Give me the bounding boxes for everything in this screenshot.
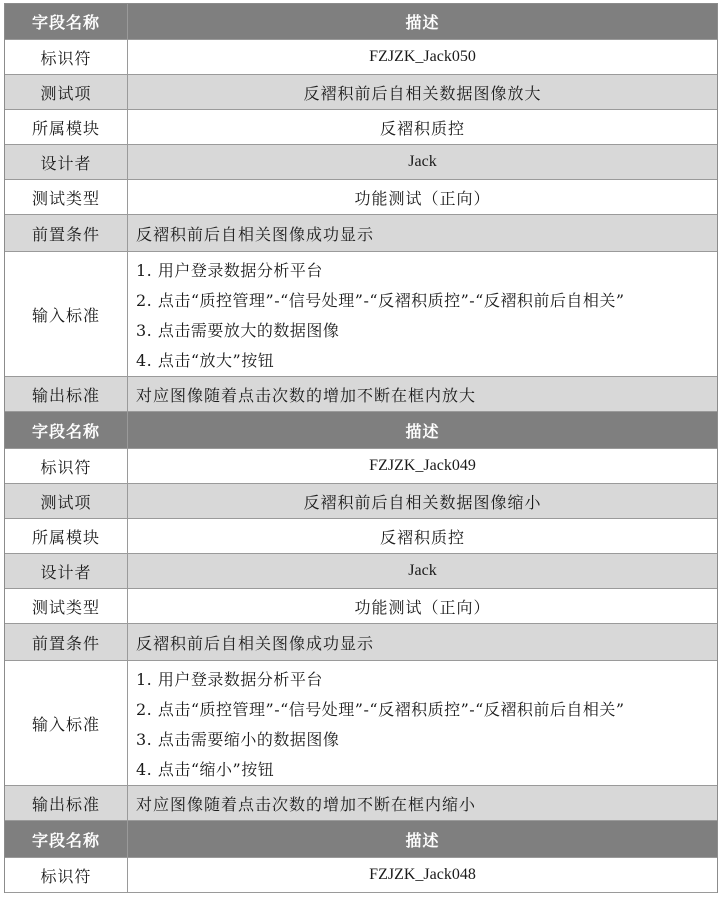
list-item: 1. 用户登录数据分析平台 bbox=[136, 261, 323, 280]
identifier-label: 标识符 bbox=[5, 40, 128, 74]
precondition-value: 反褶积前后自相关图像成功显示 bbox=[136, 224, 375, 244]
identifier-label: 标识符 bbox=[5, 449, 128, 483]
table-header-row bbox=[5, 412, 717, 449]
identifier-value: FZJZK_Jack050 bbox=[369, 48, 476, 65]
input-steps-list bbox=[128, 252, 717, 376]
test-type-value: 功能测试（正向） bbox=[354, 597, 491, 617]
precondition-value: 反褶积前后自相关图像成功显示 bbox=[136, 633, 375, 653]
input-criteria-label: 输入标准 bbox=[5, 661, 128, 785]
test-item-row bbox=[5, 75, 717, 110]
test-item-row bbox=[5, 484, 717, 519]
input-criteria-label: 输入标准 bbox=[5, 252, 128, 376]
test-type-label: 测试类型 bbox=[5, 180, 128, 214]
module-value: 反褶积质控 bbox=[379, 527, 465, 547]
test-item-label: 测试项 bbox=[5, 484, 128, 518]
test-type-value: 功能测试（正向） bbox=[354, 188, 491, 208]
designer-row bbox=[5, 554, 717, 589]
precondition-row bbox=[5, 624, 717, 661]
test-type-row bbox=[5, 589, 717, 624]
input-criteria-row bbox=[5, 661, 717, 786]
output-criteria-row bbox=[5, 377, 717, 412]
list-item: 3. 点击需要缩小的数据图像 bbox=[136, 730, 340, 749]
list-item: 2. 点击“质控管理”-“信号处理”-“反褶积质控”-“反褶积前后自相关” bbox=[136, 291, 625, 310]
test-case-document bbox=[4, 3, 718, 893]
table-header-row bbox=[5, 3, 717, 40]
module-row bbox=[5, 519, 717, 554]
list-item: 3. 点击需要放大的数据图像 bbox=[136, 321, 340, 340]
test-item-value: 反褶积前后自相关数据图像放大 bbox=[303, 83, 542, 103]
table-header-row bbox=[5, 821, 717, 858]
test-type-row bbox=[5, 180, 717, 215]
field-name-header: 字段名称 bbox=[5, 821, 128, 857]
precondition-row bbox=[5, 215, 717, 252]
designer-value: Jack bbox=[408, 562, 437, 579]
identifier-row bbox=[5, 40, 717, 75]
output-criteria-value: 对应图像随着点击次数的增加不断在框内缩小 bbox=[136, 794, 477, 814]
output-criteria-label: 输出标准 bbox=[5, 786, 128, 820]
identifier-value: FZJZK_Jack049 bbox=[369, 457, 476, 474]
precondition-label: 前置条件 bbox=[5, 624, 128, 660]
designer-value: Jack bbox=[408, 153, 437, 170]
module-label: 所属模块 bbox=[5, 110, 128, 144]
designer-label: 设计者 bbox=[5, 145, 128, 179]
designer-label: 设计者 bbox=[5, 554, 128, 588]
identifier-label: 标识符 bbox=[5, 858, 128, 892]
description-header: 描述 bbox=[405, 830, 440, 850]
designer-row bbox=[5, 145, 717, 180]
module-value: 反褶积质控 bbox=[379, 118, 465, 138]
identifier-row bbox=[5, 858, 717, 893]
list-item: 4. 点击“缩小”按钮 bbox=[136, 760, 275, 779]
identifier-value: FZJZK_Jack048 bbox=[369, 866, 476, 883]
input-criteria-row bbox=[5, 252, 717, 377]
list-item: 4. 点击“放大”按钮 bbox=[136, 351, 275, 370]
output-criteria-value: 对应图像随着点击次数的增加不断在框内放大 bbox=[136, 385, 477, 405]
module-label: 所属模块 bbox=[5, 519, 128, 553]
precondition-label: 前置条件 bbox=[5, 215, 128, 251]
output-criteria-row bbox=[5, 786, 717, 821]
list-item: 2. 点击“质控管理”-“信号处理”-“反褶积质控”-“反褶积前后自相关” bbox=[136, 700, 625, 719]
test-item-value: 反褶积前后自相关数据图像缩小 bbox=[303, 492, 542, 512]
field-name-header: 字段名称 bbox=[5, 412, 128, 448]
description-header: 描述 bbox=[405, 13, 440, 32]
list-item: 1. 用户登录数据分析平台 bbox=[136, 670, 323, 689]
output-criteria-label: 输出标准 bbox=[5, 377, 128, 411]
identifier-row bbox=[5, 449, 717, 484]
test-item-label: 测试项 bbox=[5, 75, 128, 109]
field-name-header: 字段名称 bbox=[5, 4, 128, 39]
description-header: 描述 bbox=[405, 421, 440, 441]
module-row bbox=[5, 110, 717, 145]
test-type-label: 测试类型 bbox=[5, 589, 128, 623]
input-steps-list bbox=[128, 661, 717, 785]
